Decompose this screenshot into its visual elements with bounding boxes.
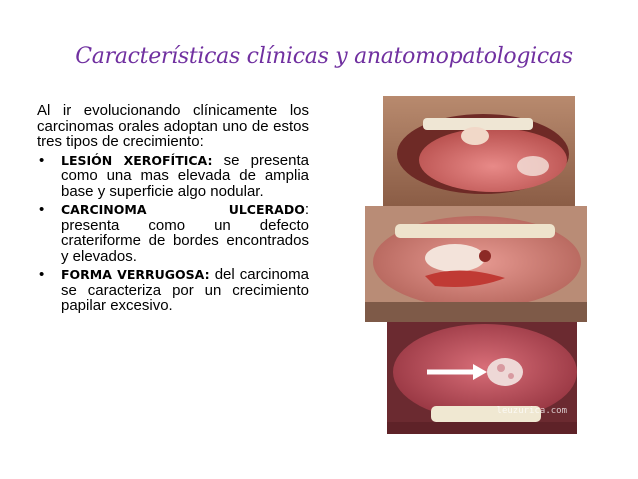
verrucous-form-photo [387, 322, 577, 434]
list-item [37, 202, 309, 264]
bullet-text: del carcinoma se caracteriza por un crecimiento papilar excesivo. [61, 266, 309, 314]
mouth-photo-3 [387, 322, 577, 434]
bullet-text: se presenta como una mas elevada de amplia base y superficie algo nodular. [61, 151, 309, 200]
bullet-term: ULCERADO [228, 202, 305, 217]
mouth-photo-2 [365, 206, 587, 322]
bullet-text: presenta como un defecto crateriforme de bordes encontrados y elevados. [61, 216, 309, 265]
slide-title: Características clínicas y anatomopatologicas [75, 44, 573, 69]
list-item [37, 267, 309, 314]
bullet-colon: : [304, 201, 309, 218]
bullet-term-wrap [229, 202, 309, 218]
mouth-photo-1 [383, 96, 575, 208]
xerophytic-lesion-photo [383, 96, 575, 208]
slide-body [37, 103, 309, 314]
ulcerated-carcinoma-photo [365, 206, 587, 322]
bullet-term: CARCINOMA [61, 202, 147, 217]
growth-types-list [37, 153, 309, 314]
bullet-icon: • [39, 201, 45, 218]
bullet-icon: • [39, 151, 45, 169]
clinical-photos [365, 96, 587, 434]
bullet-heading-row [61, 202, 309, 218]
list-item [37, 153, 309, 200]
bullet-term: LESIÓN XEROFÍTICA: [61, 152, 213, 168]
bullet-icon: • [39, 266, 45, 283]
photo-watermark: leuzurica.com [496, 406, 567, 416]
bullet-term: FORMA VERRUGOSA: [61, 267, 210, 282]
intro-paragraph: Al ir evolucionando clínicamente los carcinomas orales adoptan uno de estos tres tipos de crecimiento: [37, 102, 309, 150]
